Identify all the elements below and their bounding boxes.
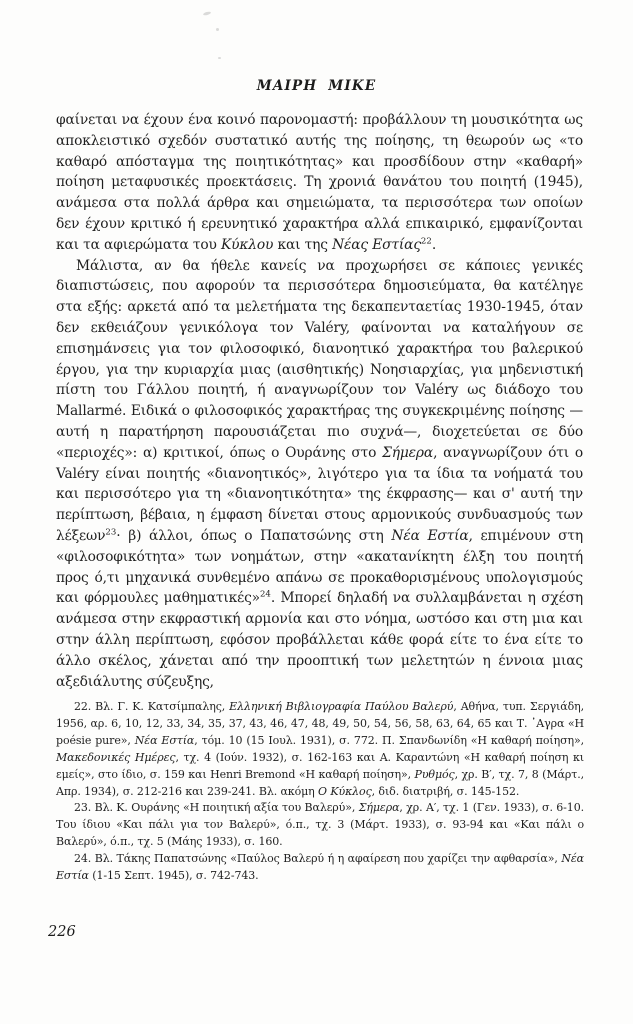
footnote-23	[56, 800, 584, 851]
text-segment: , αναγνωρίζουν ότι ο Valéry είναι ποιητής «διανοητικός», λιγότερο για τα ίδια τα νοήματά του και περισσότερο για τη «διανοητικότητα» της έκφρασης— και σ' αυτή την περίπτωση, βέβαια, η έμφαση δίνεται στους αρμονικούς συνδυασμούς των λέξεων	[56, 444, 583, 544]
text-segment: (1-15 Σεπτ. 1945), σ. 742-743.	[88, 869, 259, 883]
italic-text-segment: Σήμερα	[358, 801, 400, 815]
text-segment: , χρ. Β′, τχ. 7, 8 (Μάρτ., Απρ. 1934), σ. 212-216 και 239-241. Βλ. ακόμη	[56, 767, 584, 798]
italic-text-segment: Ρυθμός	[414, 767, 455, 781]
body-paragraph-1	[56, 110, 583, 256]
text-segment: , τχ. 4 (Ιούν. 1932), σ. 162-163 και Α. Καραντώνη «Η καθαρή ποίηση κι εμείς», στο ίδιο, σ. 159 και Henri Bremond «Η καθαρή ποίηση»,	[56, 750, 584, 781]
footnote-ref: 23	[105, 527, 117, 538]
text-segment: Μάλιστα, αν θα ήθελε κανείς να προχωρήσει σε κάποιες γενικές διαπιστώσεις, που αφορούν τα περισσότερα δημοσιεύματα, θα κατέληγε στα εξής: αρκετά από τα μελετήματα της δεκαπενταετίας 1930-1945, όταν δεν εκθειάζουν γενικόλογα τον Valéry, φαίνονται να καταλήγουν σε επισημάνσεις για τον φιλοσοφικό, διανοητικό χαρακτήρα του βαλερικού έργου, για την κυριαρχία μιας (αισθητικής) Νοησιαρχίας, για μηδενιστική πίστη του Γάλλου ποιητή, ή αναγνωρίζουν τον Valéry ως διάδοχο του Mallarmé. Ειδικά ο φιλοσοφικός χαρακτήρας της συγκεκριμένης ποίησης —αυτή η παρατήρηση παρουσιάζεται πιο συχνά—, διοχετεύεται σε δύο «περιοχές»: α) κριτικοί, όπως ο Ουράνης στο	[56, 257, 583, 461]
body-paragraph-2	[56, 256, 583, 693]
scan-artifact	[203, 11, 212, 16]
text-segment: 22. Βλ. Γ. Κ. Κατσίμπαλης,	[74, 700, 230, 713]
footnote-22	[56, 699, 584, 800]
text-segment: 24. Βλ. Τάκης Παπατσώνης «Παύλος Βαλερύ ή η αφαίρεση που χαρίζει την αφθαρσία»,	[74, 852, 562, 866]
text-segment: , χρ. Α′, τχ. 1 (Γεν. 1933), σ. 6-10. Του ίδιου «Και πάλι για τον Βαλερύ», ό.π., τχ. 3 (Μάρτ. 1933), σ. 93-94 και «Και πάλι ο Βαλερύ», ό.π., τχ. 5 (Μάης 1933), σ. 160.	[56, 801, 584, 849]
scan-artifact	[216, 28, 219, 31]
text-segment: , επιμένουν στη «φιλοσοφικότητα» των νοημάτων, στην «ακατανίκητη έλξη του ποιητή προς ό,τι μηχανικά συνθεμένο απάνω σε προκαθορισμένους υπολογισμούς και φόρμουλες μαθηματικές»	[56, 527, 583, 607]
text-segment: .	[431, 236, 437, 253]
italic-text-segment: Ο Κύκλος	[318, 784, 372, 798]
text-segment: , τόμ. 10 (15 Ιουλ. 1931), σ. 772. Π. Σπανδωνίδη «Η καθαρή ποίηση»,	[194, 733, 584, 747]
italic-text-segment: Σήμερα	[382, 444, 434, 461]
running-head-author: ΜΑΙΡΗ ΜΙΚΕ	[256, 78, 377, 94]
text-segment: · β) άλλοι, όπως ο Παπατσώνης στη	[116, 527, 392, 544]
text-segment: και της	[273, 236, 333, 253]
italic-text-segment: Νέα Εστία	[56, 852, 584, 883]
text-segment: φαίνεται να έχουν ένα κοινό παρονομαστή: προβάλλουν τη μουσικότητα ως αποκλειστικό σχεδόν συστατικό αυτής της ποίησης, τη θεωρούν ως «το καθαρό απόσταγμα της ποιητικότητας» και προσδίδουν στην «καθαρή» ποίηση μεταφυσικές προεκτάσεις. Τη χρονιά θανάτου του ποιητή (1945), ανάμεσα στα πολλά άρθρα και σημειώματα, τα περισσότερα των οποίων δεν έχουν κριτικό ή ερευνητικό χαρακτήρα αλλά επικαιρικό, εμφανίζονται και τα αφιερώματα του	[56, 112, 583, 253]
page-number: 226	[48, 924, 76, 940]
italic-text-segment: Μακεδονικές Ημέρες	[56, 750, 176, 764]
text-segment: , Αθήνα, τυπ. Σεργιάδη, 1956, αρ. 6, 10, 12, 33, 34, 35, 37, 43, 46, 47, 48, 49, 50, 54, 56, 58, 63, 64, 65 και Τ. ᾿Αγρα «Η poésie pure»,	[56, 700, 584, 747]
footnote-ref: 22	[420, 236, 432, 247]
body-text	[56, 110, 583, 692]
scan-artifact	[218, 57, 221, 59]
text-segment: 23. Βλ. Κ. Ουράνης «Η ποιητική αξία του Βαλερύ»,	[74, 801, 359, 815]
text-segment: . Μπορεί δηλαδή να συλλαμβάνεται η σχέση ανάμεσα στην εκφραστική αρμονία και στο νόημα, ωστόσο και στη μια και στην άλλη περίπτωση, εφόσον προβάλλεται κάθε φορά είτε το ένα είτε το άλλο σκέλος, χάνεται από την προοπτική των μελετητών η έννοια μιας αξεδιάλυτης σύζευξης,	[56, 590, 584, 690]
footnote-24	[56, 851, 584, 885]
italic-text-segment: Νέα Εστία	[391, 527, 469, 544]
italic-text-segment: Κύκλου	[221, 236, 274, 253]
footnotes	[56, 699, 584, 885]
italic-text-segment: Ελληνική Βιβλιογραφία Παύλου Βαλερύ	[229, 700, 454, 713]
text-segment: , διδ. διατριβή, σ. 145-152.	[371, 784, 520, 798]
italic-text-segment: Νέα Εστία	[134, 733, 195, 747]
italic-text-segment: Νέας Εστίας	[332, 236, 421, 253]
footnote-ref: 24	[259, 589, 271, 600]
